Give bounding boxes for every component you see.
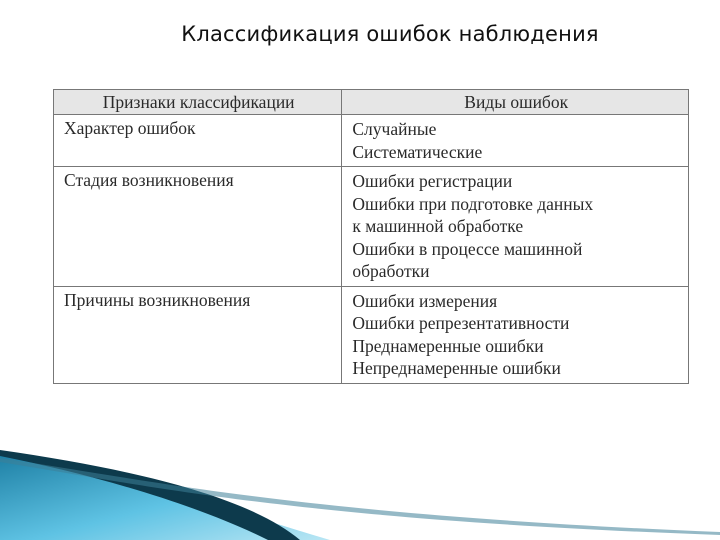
error-kind-item: Ошибки при подготовке данных — [352, 193, 594, 214]
header-error-kinds: Виды ошибок — [342, 90, 689, 115]
table-row — [54, 115, 689, 167]
header-features: Признаки классификации — [54, 90, 342, 115]
classification-table-container — [53, 89, 689, 384]
row-error-kinds — [342, 167, 689, 287]
error-kind-item: Ошибки регистрации — [352, 171, 513, 191]
row-feature: Причины возникновения — [54, 286, 342, 383]
table-header-row — [54, 90, 689, 115]
error-kind-item: Ошибки в процессе машинной — [352, 238, 583, 259]
error-kind-item: обработки — [352, 261, 430, 281]
classification-table — [53, 89, 689, 384]
row-feature: Характер ошибок — [54, 115, 342, 167]
row-error-kinds — [342, 115, 689, 167]
decorative-corner-swoosh — [0, 440, 720, 540]
table-row — [54, 167, 689, 287]
error-kind-item: к машинной обработке — [352, 216, 524, 236]
error-kind-item: Преднамеренные ошибки — [352, 335, 544, 356]
table-row — [54, 286, 689, 383]
error-kind-item: Систематические — [352, 141, 483, 162]
error-kind-item: Непреднамеренные ошибки — [352, 358, 561, 378]
error-kind-item: Ошибки репрезентативности — [352, 313, 570, 333]
error-kind-item: Случайные — [352, 119, 437, 139]
row-feature: Стадия возникновения — [54, 167, 342, 287]
error-kind-item: Ошибки измерения — [352, 290, 498, 311]
row-error-kinds — [342, 286, 689, 383]
slide-title: Классификация ошибок наблюдения — [181, 22, 599, 46]
